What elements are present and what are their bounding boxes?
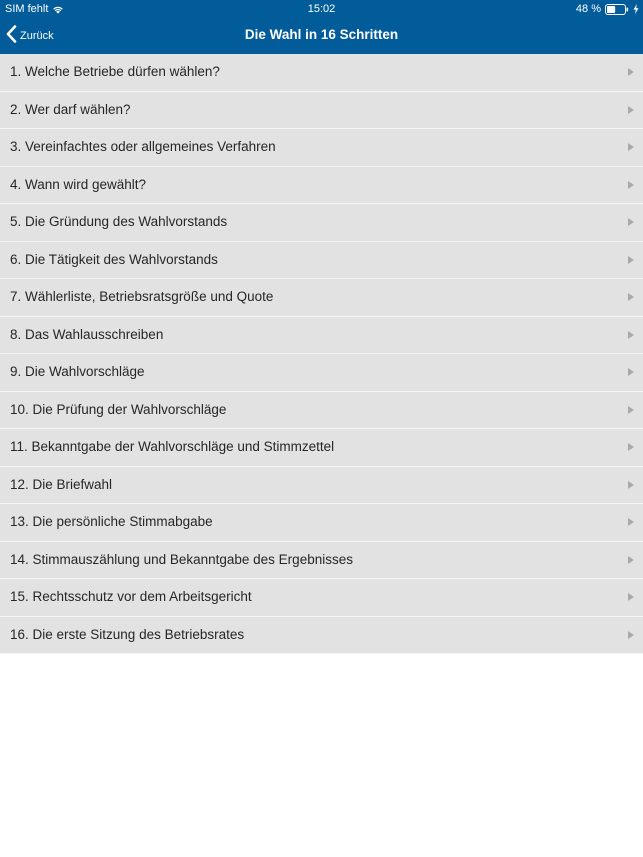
list-item[interactable] [0,167,643,205]
list-item[interactable] [0,392,643,430]
charging-icon [633,4,639,14]
chevron-right-icon [628,68,634,76]
list-item-label: 16. Die erste Sitzung des Betriebsrates [10,626,245,642]
list-item[interactable] [0,54,643,92]
list-item-label: 15. Rechtsschutz vor dem Arbeitsgericht [10,589,252,604]
status-right [576,0,639,18]
list-item[interactable] [0,354,643,392]
chevron-right-icon [628,481,634,489]
navigation-bar [0,18,643,54]
list-item[interactable] [0,429,643,467]
list-item-label: 12. Die Briefwahl [10,476,113,492]
list-item-label: 6. Die Tätigkeit des Wahlvorstands [10,251,218,267]
list-item[interactable] [0,279,643,317]
header [0,0,643,54]
battery-fill [607,6,615,13]
list-item[interactable] [0,242,643,280]
chevron-right-icon [628,256,634,264]
list-item-label: 5. Die Gründung des Wahlvorstands [10,214,228,229]
chevron-right-icon [628,593,634,601]
list-item-label: 8. Das Wahlausschreiben [10,326,164,342]
steps-list [0,54,643,654]
chevron-right-icon [628,331,634,339]
chevron-right-icon [628,143,634,151]
list-item-label: 14. Stimmauszählung und Bekanntgabe des Ergebnisses [10,551,353,567]
chevron-right-icon [628,556,634,564]
list-item-label: 13. Die persönliche Stimmabgabe [10,514,213,529]
list-item-label: 2. Wer darf wählen? [10,101,131,117]
list-item-label: 4. Wann wird gewählt? [10,176,147,192]
chevron-right-icon [628,406,634,414]
status-bar [0,0,643,18]
carrier-label: SIM fehlt [5,3,49,15]
chevron-right-icon [628,368,634,376]
list-item-label: 10. Die Prüfung der Wahlvorschläge [10,401,227,417]
back-label: Zurück [20,30,54,42]
status-time: 15:02 [307,3,336,15]
list-item-label: 9. Die Wahlvorschläge [10,364,145,379]
page-title: Die Wahl in 16 Schritten [244,27,399,42]
list-item[interactable] [0,204,643,242]
battery-percent: 48 % [575,3,601,15]
list-item[interactable] [0,542,643,580]
list-item[interactable] [0,579,643,617]
chevron-right-icon [628,218,634,226]
list-item-label: 7. Wählerliste, Betriebsratsgröße und Quote [10,289,274,304]
list-item-label: 3. Vereinfachtes oder allgemeines Verfahren [10,139,276,154]
list-item[interactable] [0,317,643,355]
list-item[interactable] [0,617,643,655]
list-item[interactable] [0,129,643,167]
list-item[interactable] [0,504,643,542]
battery-icon [605,4,629,15]
list-item-label: 1. Welche Betriebe dürfen wählen? [10,64,220,79]
chevron-right-icon [628,106,634,114]
chevron-right-icon [628,631,634,639]
chevron-right-icon [628,181,634,189]
list-item[interactable] [0,467,643,505]
chevron-right-icon [628,443,634,451]
list-item-label: 11. Bekanntgabe der Wahlvorschläge und Stimmzettel [10,439,335,454]
chevron-right-icon [628,518,634,526]
list-item[interactable] [0,92,643,130]
chevron-right-icon [628,293,634,301]
